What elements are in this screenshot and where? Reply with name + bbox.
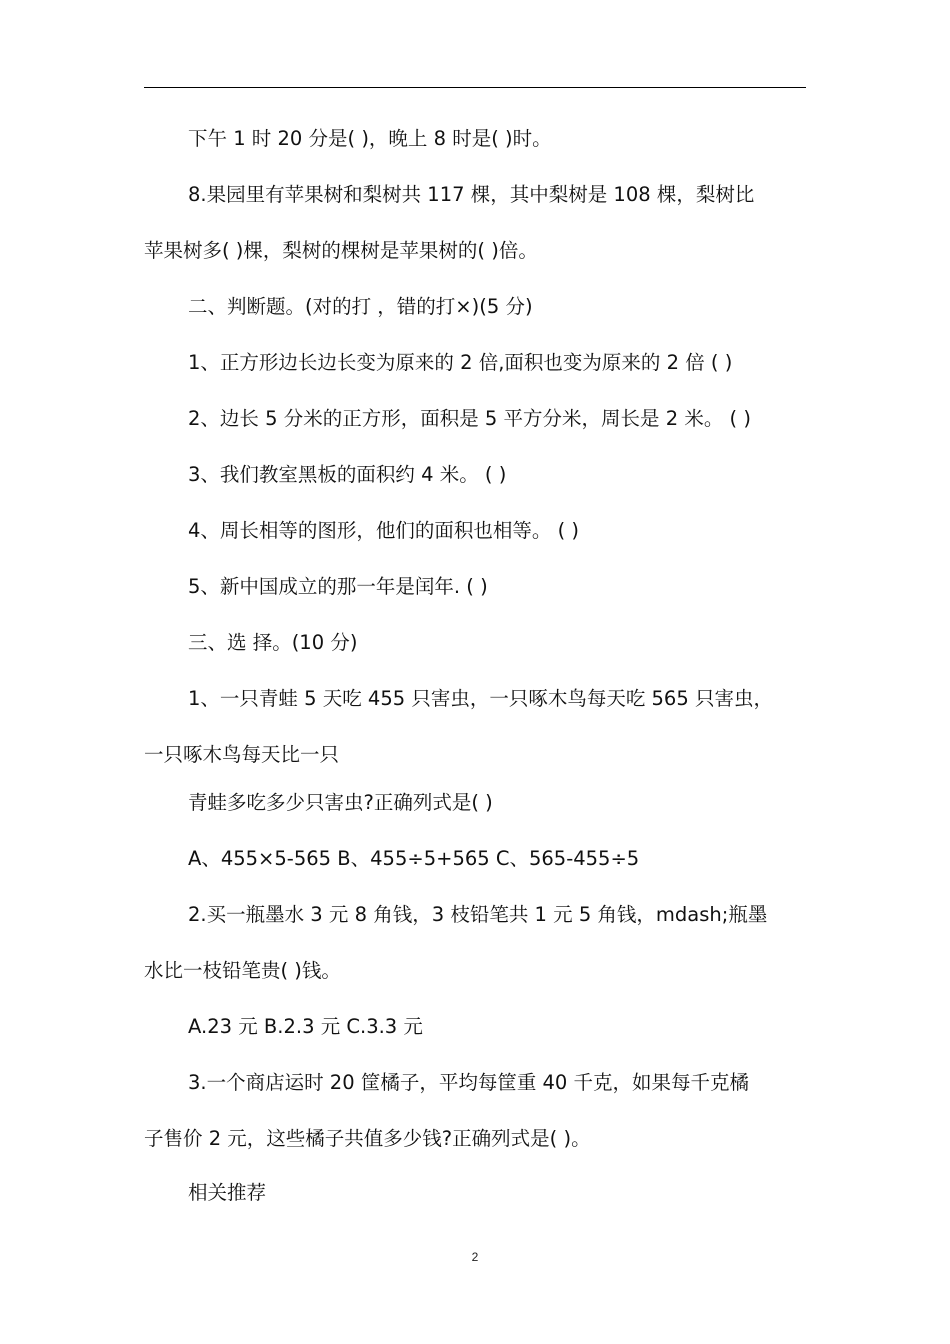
choice-3-line-2: 子售价 2 元，这些橘子共值多少钱?正确列式是( )。: [144, 1127, 591, 1150]
choice-2-line-2: 水比一枝铅笔贵( )钱。: [144, 959, 341, 982]
judgment-item-4: 4、周长相等的图形，他们的面积也相等。 ( ): [188, 519, 580, 542]
question-8-line-2: 苹果树多( )棵，梨树的棵树是苹果树的( )倍。: [144, 239, 538, 262]
choice-1-line-3: 青蛙多吃多少只害虫?正确列式是( ): [188, 791, 493, 814]
text-line: 下午 1 时 20 分是( )，晚上 8 时是( )时。: [188, 127, 552, 150]
judgment-item-5: 5、新中国成立的那一年是闰年. ( ): [188, 575, 488, 598]
choice-3-line-1: 3.一个商店运时 20 筐橘子，平均每筐重 40 千克，如果每千克橘: [188, 1071, 750, 1094]
choice-2-line-1: 2.买一瓶墨水 3 元 8 角钱，3 枝铅笔共 1 元 5 角钱，mdash;瓶墨: [188, 903, 768, 926]
choice-1-line-2: 一只啄木鸟每天比一只: [144, 743, 340, 766]
page-number: 2: [471, 1250, 479, 1264]
judgment-item-2: 2、边长 5 分米的正方形，面积是 5 平方分米，周长是 2 米。 ( ): [188, 407, 751, 430]
choice-1-line-1: 1、一只青蛙 5 天吃 455 只害虫，一只啄木鸟每天吃 565 只害虫，: [188, 687, 773, 710]
choice-1-options: A、455×5-565 B、455÷5+565 C、565-455÷5: [188, 847, 640, 870]
judgment-item-1: 1、正方形边长边长变为原来的 2 倍,面积也变为原来的 2 倍 ( ): [188, 351, 733, 374]
header-rule: [144, 87, 806, 88]
judgment-item-3: 3、我们教室黑板的面积约 4 米。 ( ): [188, 463, 507, 486]
section-2-heading: 二、判断题。(对的打 ，错的打×)(5 分): [188, 295, 533, 318]
related-recommendations: 相关推荐: [188, 1181, 267, 1204]
choice-2-options: A.23 元 B.2.3 元 C.3.3 元: [188, 1015, 423, 1038]
question-8-line-1: 8.果园里有苹果树和梨树共 117 棵，其中梨树是 108 棵，梨树比: [188, 183, 755, 206]
section-3-heading: 三、选 择。(10 分): [188, 631, 358, 654]
